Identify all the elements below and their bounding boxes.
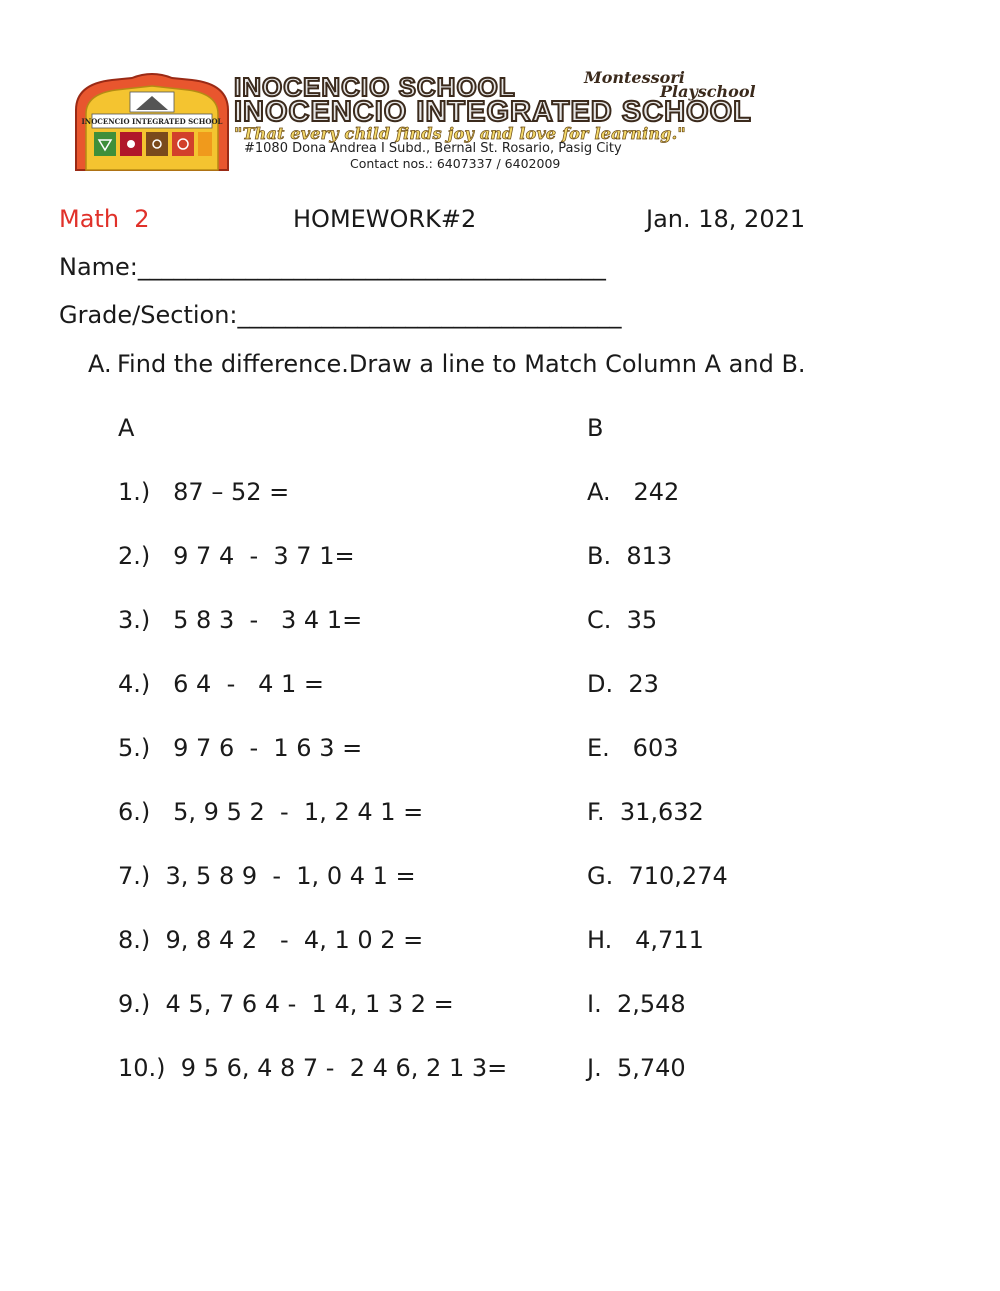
answer-g[interactable]: G. 710,274 <box>587 862 728 890</box>
problem-8[interactable]: 8.) 9, 8 4 2 - 4, 1 0 2 = <box>118 926 424 954</box>
school-motto: "That every child finds joy and love for learning." <box>234 124 686 143</box>
problem-1[interactable]: 1.) 87 – 52 = <box>118 478 290 506</box>
problem-5[interactable]: 5.) 9 7 6 - 1 6 3 = <box>118 734 363 762</box>
answer-b[interactable]: B. 813 <box>587 542 673 570</box>
answer-c[interactable]: C. 35 <box>587 606 658 634</box>
school-contact: Contact nos.: 6407337 / 6402009 <box>350 156 561 171</box>
subject-label: Math 2 <box>59 205 150 233</box>
grade-section-field[interactable]: Grade/Section:________________________________ <box>59 301 622 329</box>
instruction-text: Find the difference.Draw a line to Match Column A and B. <box>117 350 806 378</box>
problem-4[interactable]: 4.) 6 4 - 4 1 = <box>118 670 325 698</box>
answer-h[interactable]: H. 4,711 <box>587 926 704 954</box>
name-field[interactable]: Name:_______________________________________ <box>59 253 606 281</box>
school-logo <box>72 70 232 172</box>
worksheet-date: Jan. 18, 2021 <box>646 205 806 233</box>
school-name-primary: INOCENCIO SCHOOL <box>234 72 516 102</box>
column-b-header: B <box>587 414 604 442</box>
answer-a[interactable]: A. 242 <box>587 478 680 506</box>
problem-7[interactable]: 7.) 3, 5 8 9 - 1, 0 4 1 = <box>118 862 416 890</box>
answer-d[interactable]: D. 23 <box>587 670 659 698</box>
column-a-header: A <box>118 414 135 442</box>
logo-label: INOCENCIO INTEGRATED SCHOOL <box>81 117 223 126</box>
worksheet-title: HOMEWORK#2 <box>293 205 477 233</box>
answer-j[interactable]: J. 5,740 <box>587 1054 686 1082</box>
problem-9[interactable]: 9.) 4 5, 7 6 4 - 1 4, 1 3 2 = <box>118 990 454 1018</box>
school-name-secondary: INOCENCIO INTEGRATED SCHOOL <box>234 96 752 128</box>
answer-f[interactable]: F. 31,632 <box>587 798 704 826</box>
playschool-label: Playschool <box>660 82 756 101</box>
answer-i[interactable]: I. 2,548 <box>587 990 686 1018</box>
answer-e[interactable]: E. 603 <box>587 734 679 762</box>
montessori-label: Montessori <box>584 68 685 87</box>
problem-6[interactable]: 6.) 5, 9 5 2 - 1, 2 4 1 = <box>118 798 424 826</box>
problem-10[interactable]: 10.) 9 5 6, 4 8 7 - 2 4 6, 2 1 3= <box>118 1054 508 1082</box>
school-address: #1080 Dona Andrea I Subd., Bernal St. Rosario, Pasig City <box>244 141 622 156</box>
problem-2[interactable]: 2.) 9 7 4 - 3 7 1= <box>118 542 355 570</box>
instruction-letter: A. <box>88 350 112 378</box>
problem-3[interactable]: 3.) 5 8 3 - 3 4 1= <box>118 606 363 634</box>
